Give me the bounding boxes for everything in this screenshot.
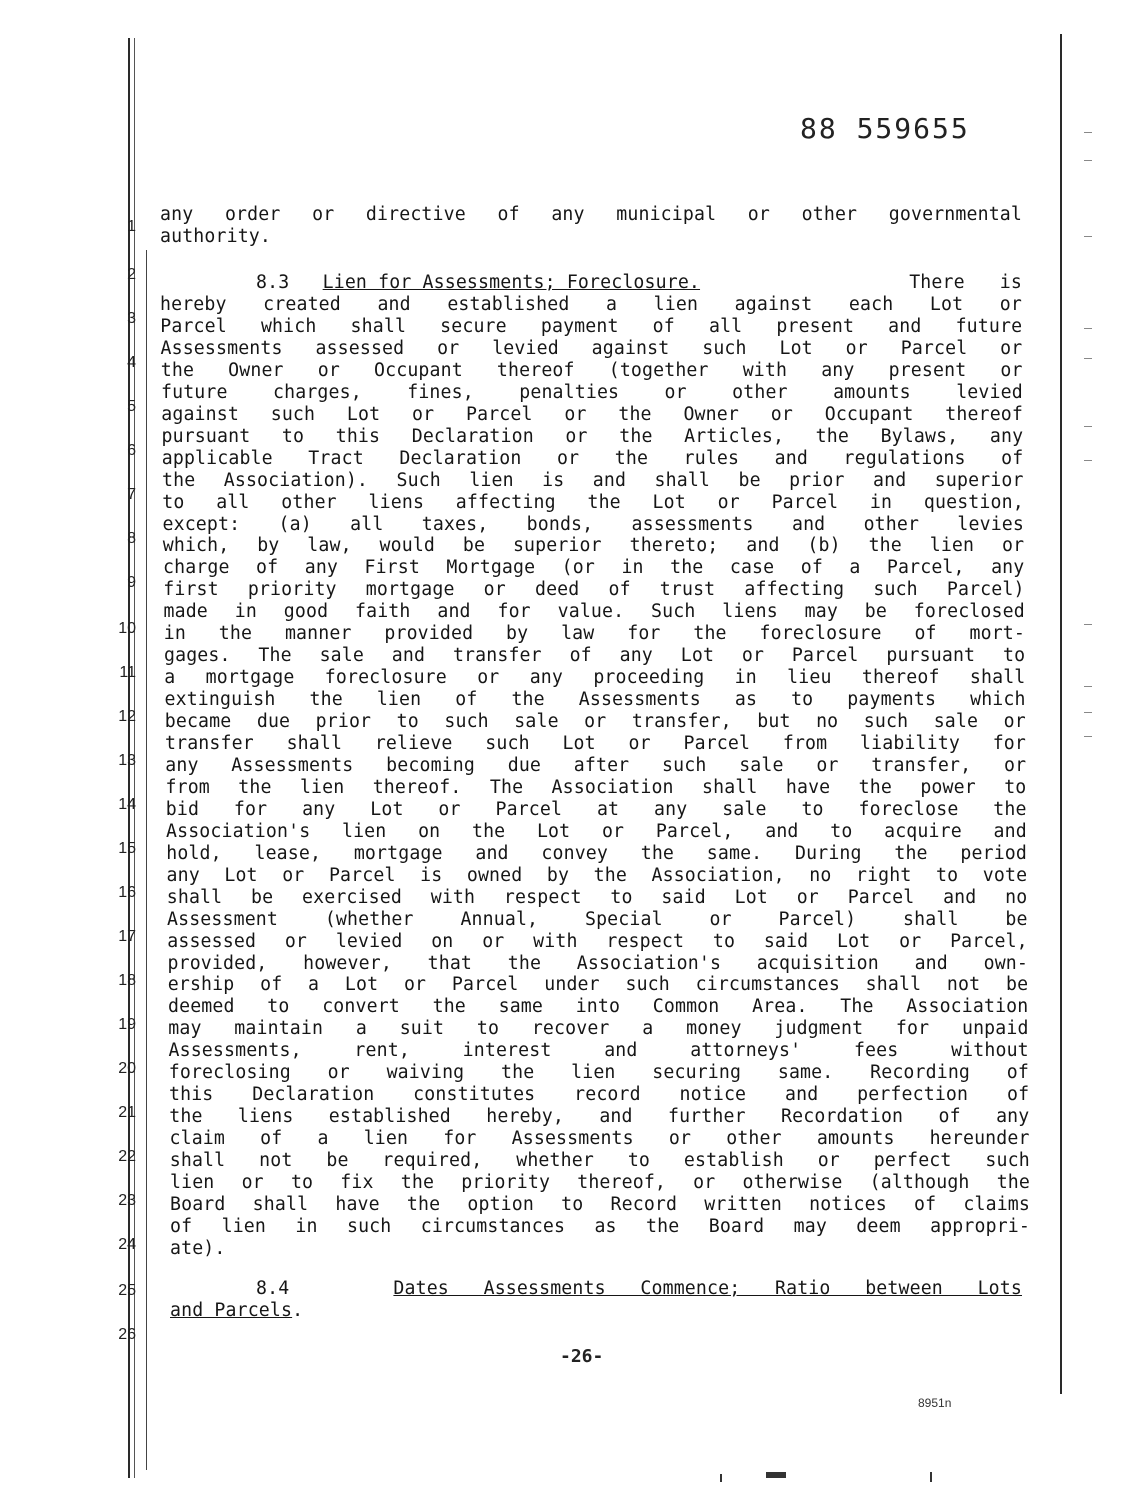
scan-mark bbox=[1084, 460, 1092, 461]
scan-mark bbox=[1084, 426, 1092, 427]
scan-mark bbox=[1084, 160, 1092, 161]
body-text-line: first priority mortgage or deed of trust affecting such Parcel) bbox=[163, 579, 1025, 601]
body-text-line: assessed or levied on or with respect to said Lot or Parcel, bbox=[167, 930, 1028, 952]
scan-mark bbox=[1084, 686, 1092, 687]
scan-mark-bottom bbox=[766, 1472, 786, 1478]
body-text-line: ate). bbox=[170, 1237, 226, 1259]
body-text-line: became due prior to such sale or transfer, but no such sale or bbox=[164, 711, 1026, 733]
scan-mark bbox=[1084, 236, 1092, 237]
body-text-line: made in good faith and for value. Such liens may be foreclosed bbox=[163, 601, 1025, 623]
body-text-line: to all other liens affecting the Lot or Parcel in question, bbox=[162, 491, 1024, 513]
body-text-line: a mortgage foreclosure or any proceeding in lieu thereof shall bbox=[164, 667, 1026, 689]
line-number: 4 bbox=[127, 354, 136, 371]
reference-code: 8951n bbox=[918, 1396, 952, 1410]
body-text-line: gages. The sale and transfer of any Lot or Parcel pursuant to bbox=[164, 645, 1026, 667]
body-text-line: the Association). Such lien is and shall be prior and superior bbox=[162, 469, 1024, 491]
scan-mark-bottom bbox=[930, 1472, 932, 1482]
body-text-line: shall not be required, whether to establish or perfect such bbox=[169, 1150, 1030, 1172]
line-number: 5 bbox=[127, 398, 136, 415]
section-title: Lien for Assessments; Foreclosure. bbox=[322, 272, 701, 293]
body-text-line: against such Lot or Parcel or the Owner or Occupant thereof bbox=[161, 403, 1023, 425]
body-text-line: lien or to fix the priority thereof, or otherwise (although the bbox=[170, 1172, 1030, 1193]
line-number: 19 bbox=[118, 1016, 136, 1033]
body-text-line: shall be exercised with respect to said Lot or Parcel and no bbox=[166, 886, 1028, 908]
body-text-line: bid for any Lot or Parcel at any sale to foreclose the bbox=[165, 798, 1027, 820]
scan-mark bbox=[1084, 712, 1092, 713]
body-text-line: future charges, fines, penalties or other amounts levied bbox=[161, 381, 1023, 403]
body-text-line: claim of a lien for Assessments or other amounts hereunder bbox=[169, 1128, 1030, 1150]
body-text-line: may maintain a suit to recover a money judgment for unpaid bbox=[168, 1018, 1029, 1040]
section-title: Dates Assessments Commence; Ratio between Lots bbox=[393, 1278, 1022, 1299]
section-number: 8.3 bbox=[256, 272, 290, 293]
line-number: 12 bbox=[118, 708, 136, 725]
body-text-line: Assessments, rent, interest and attorneys' fees without bbox=[168, 1040, 1029, 1062]
section-heading-8-4 bbox=[160, 1278, 1022, 1300]
section-heading-row bbox=[256, 272, 700, 294]
line-number: 18 bbox=[118, 972, 136, 989]
line-number: 8 bbox=[127, 530, 136, 547]
margin-rule-right bbox=[1060, 34, 1062, 1394]
body-text-line: applicable Tract Declaration or the rules and regulations of bbox=[161, 447, 1024, 469]
line-number: 22 bbox=[118, 1148, 136, 1165]
section-number: 8.4 bbox=[256, 1278, 290, 1299]
scan-mark bbox=[1084, 358, 1092, 359]
document-number: 88 559655 bbox=[800, 112, 970, 145]
line-number: 17 bbox=[118, 928, 136, 945]
line-number: 20 bbox=[118, 1060, 136, 1077]
section-heading-8-4-cont: and Parcels. bbox=[170, 1300, 304, 1321]
body-text-line: authority. bbox=[160, 226, 271, 247]
section-heading-8-3 bbox=[160, 272, 1022, 294]
line-number: 11 bbox=[119, 664, 136, 681]
body-text-line: any Lot or Parcel is owned by the Association, no right to vote bbox=[166, 864, 1028, 886]
scan-mark bbox=[1084, 132, 1092, 133]
line-number: 15 bbox=[118, 840, 136, 857]
line-number: 10 bbox=[118, 620, 136, 637]
body-text-line: any Assessments becoming due after such sale or transfer, or bbox=[165, 754, 1027, 776]
body-text-line: the Owner or Occupant thereof (together with any present or bbox=[160, 359, 1023, 381]
line-number: 26 bbox=[118, 1326, 136, 1343]
body-text-line: which, by law, would be superior thereto; and (b) the lien or bbox=[162, 535, 1025, 557]
body-text-line: Assessments assessed or levied against such Lot or Parcel or bbox=[160, 337, 1023, 359]
body-text-line: this Declaration constitutes record notice and perfection of bbox=[169, 1084, 1030, 1106]
body-text-line: hereby created and established a lien against each Lot or bbox=[160, 294, 1022, 315]
body-text-line: of lien in such circumstances as the Board may deem appropri- bbox=[170, 1215, 1030, 1237]
line-number: 16 bbox=[118, 884, 136, 901]
line-number: 7 bbox=[127, 486, 136, 503]
line-number: 2 bbox=[127, 266, 136, 283]
scan-mark-bottom bbox=[720, 1474, 722, 1482]
body-text-line: ership of a Lot or Parcel under such circumstances shall not be bbox=[167, 974, 1029, 996]
line-number: 9 bbox=[127, 574, 136, 591]
body-text-line: pursuant to this Declaration or the Articles, the Bylaws, any bbox=[161, 425, 1024, 447]
body-text-line: provided, however, that the Association's acquisition and own- bbox=[167, 952, 1028, 974]
body-text-line: Association's lien on the Lot or Parcel, and to acquire and bbox=[166, 820, 1027, 842]
line-number: 13 bbox=[118, 752, 136, 769]
body-text-line: deemed to convert the same into Common Area. The Association bbox=[168, 996, 1029, 1018]
page-number: -26- bbox=[560, 1346, 604, 1367]
body-text-line: foreclosing or waiving the lien securing same. Recording of bbox=[168, 1062, 1029, 1084]
line-number: 24 bbox=[118, 1236, 136, 1253]
body-text-line: except: (a) all taxes, bonds, assessments and other levies bbox=[162, 513, 1024, 535]
scan-mark bbox=[1084, 624, 1092, 625]
line-number: 23 bbox=[118, 1192, 136, 1209]
body-text-line: any order or directive of any municipal or other governmental bbox=[160, 204, 1022, 225]
section-title-cont: and Parcels bbox=[170, 1300, 293, 1321]
line-number: 3 bbox=[127, 310, 136, 327]
line-number: 1 bbox=[127, 218, 136, 235]
body-text-line: hold, lease, mortgage and convey the same. During the period bbox=[166, 842, 1027, 864]
body-text-line: extinguish the lien of the Assessments as to payments which bbox=[164, 689, 1026, 711]
body-text-line: charge of any First Mortgage (or in the case of a Parcel, any bbox=[163, 557, 1025, 579]
line-number: 25 bbox=[118, 1282, 136, 1299]
scan-mark bbox=[1084, 328, 1092, 329]
line-number: 6 bbox=[127, 442, 136, 459]
body-text-line: Board shall have the option to Record written notices of claims bbox=[170, 1193, 1030, 1215]
line-number: 21 bbox=[118, 1104, 136, 1121]
body-text-line: the liens established hereby, and further Recordation of any bbox=[169, 1106, 1030, 1128]
body-text-line: Assessment (whether Annual, Special or Parcel) shall be bbox=[167, 908, 1028, 930]
body-text-line: from the lien thereof. The Association shall have the power to bbox=[165, 776, 1027, 798]
line-number: 14 bbox=[118, 796, 136, 813]
body-text-line: Parcel which shall secure payment of all present and future bbox=[160, 315, 1023, 337]
body-text-fragment: There is bbox=[909, 272, 1022, 293]
scan-mark bbox=[1084, 736, 1092, 737]
body-text-line: in the manner provided by law for the foreclosure of mort- bbox=[163, 623, 1025, 645]
margin-rule-text bbox=[146, 250, 147, 1470]
body-text-line: transfer shall relieve such Lot or Parcel from liability for bbox=[165, 733, 1026, 754]
